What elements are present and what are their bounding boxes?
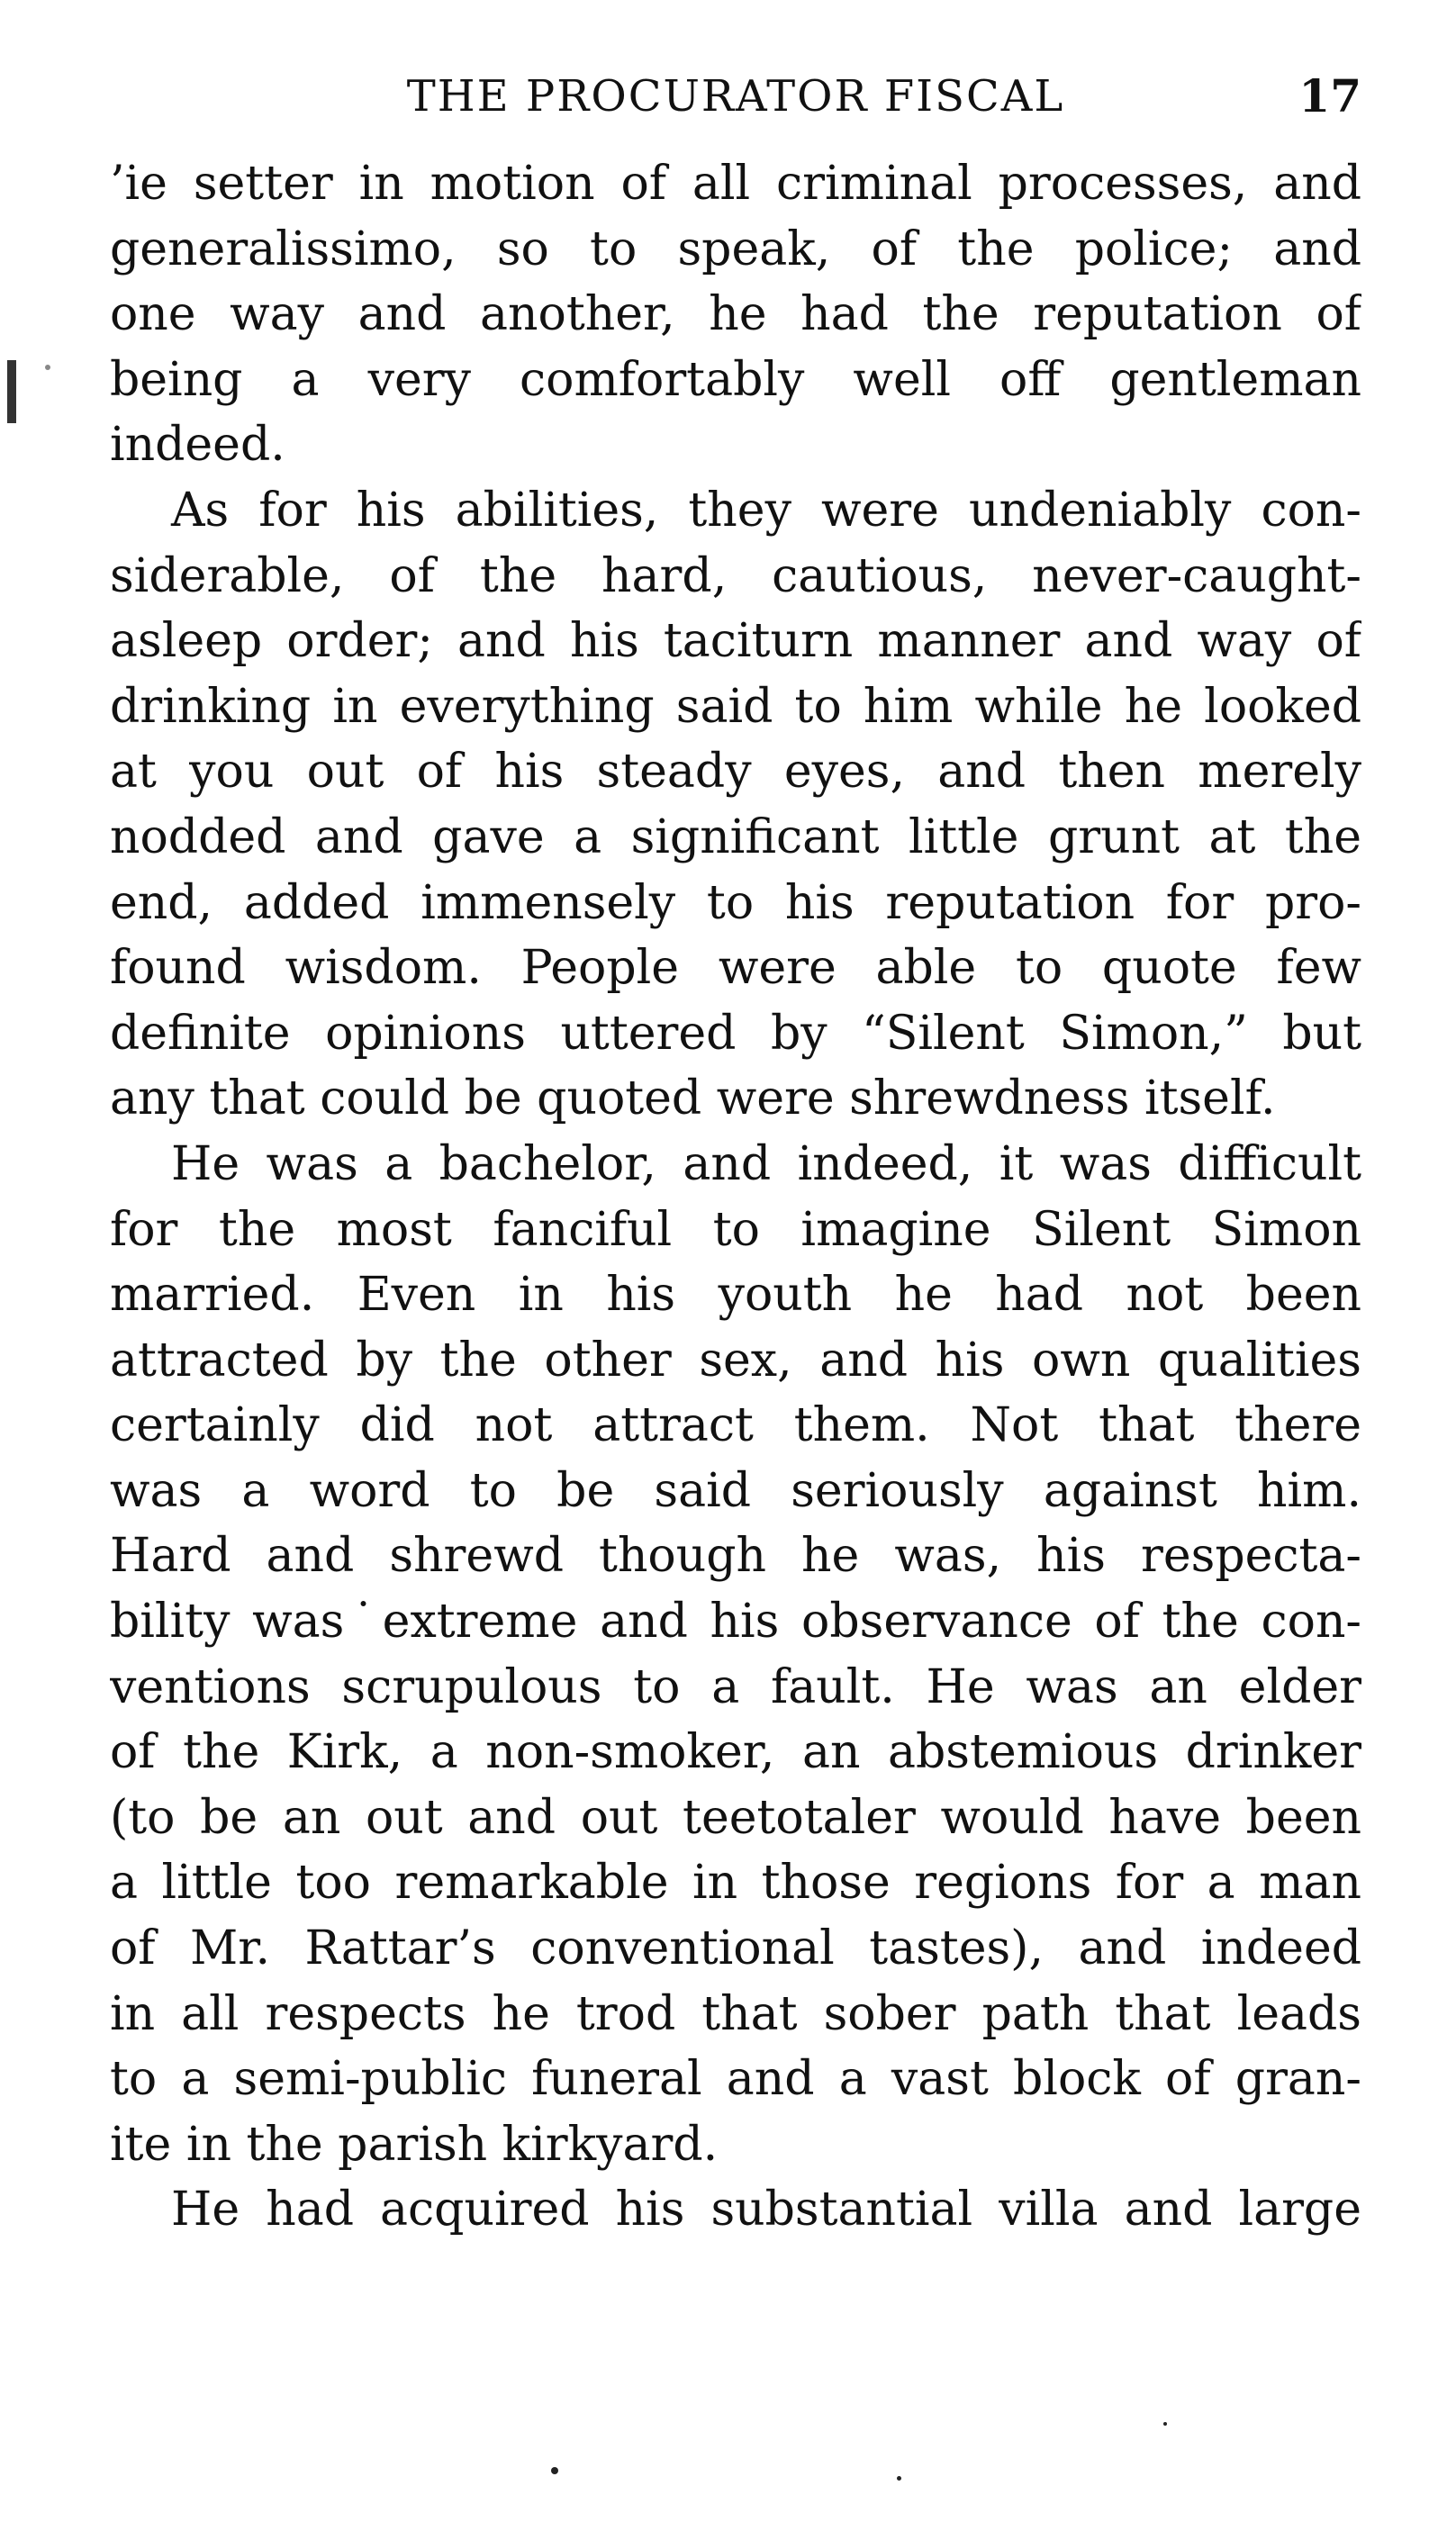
text-line: (to be an out and out teetotaler would have been [110, 1790, 1361, 1845]
text-line: in all respects he trod that sober path that leads [110, 1986, 1361, 2041]
text-line: found wisdom. People were able to quote few [110, 941, 1361, 996]
scan-speck [1163, 2422, 1167, 2426]
text-line: generalissimo, so to speak, of the police; and [110, 221, 1361, 276]
text-line: one way and another, he had the reputation of [110, 287, 1361, 342]
scan-speck [45, 365, 50, 370]
body-text [110, 151, 1361, 2243]
text-line: attracted by the other sex, and his own qualities [110, 1333, 1361, 1388]
text-line: ’ie setter in motion of all criminal processes, and [110, 157, 1361, 211]
paragraph-2 [110, 478, 1361, 1132]
text-line: indeed. [110, 418, 285, 473]
scan-speck [897, 2476, 901, 2481]
text-line: a little too remarkable in those regions for a man [110, 1856, 1361, 1911]
running-head [110, 65, 1361, 128]
text-line: bility was˙extreme and his observance of the con- [110, 1595, 1361, 1650]
text-line: at you out of his steady eyes, and then merely [110, 745, 1361, 800]
text-line: married. Even in his youth he had not been [110, 1268, 1361, 1323]
text-line: was a word to be said seriously against him. [110, 1463, 1361, 1518]
text-line: He had acquired his substantial villa and large [171, 2183, 1361, 2237]
text-line: asleep order; and his taciturn manner and way of [110, 614, 1361, 669]
text-line: any that could be quoted were shrewdness itself. [110, 1071, 1276, 1126]
paragraph-1 [110, 151, 1361, 478]
text-line: of Mr. Rattar’s conventional tastes), and indeed [110, 1921, 1361, 1976]
scan-mark [7, 360, 16, 423]
text-line: drinking in everything said to him while he looked [110, 679, 1361, 734]
paragraph-4 [110, 2177, 1361, 2243]
text-line: to a semi-public funeral and a vast block of gran- [110, 2052, 1361, 2107]
text-line: nodded and gave a significant little grunt at the [110, 809, 1361, 864]
text-line: certainly did not attract them. Not that there [110, 1398, 1361, 1453]
text-line: As for his abilities, they were undeniably con- [171, 483, 1361, 538]
scan-speck [551, 2467, 558, 2474]
text-line: of the Kirk, a non-smoker, an abstemious drinker [110, 1725, 1361, 1780]
text-line: Hard and shrewd though he was, his respecta- [110, 1529, 1361, 1584]
paragraph-3 [110, 1132, 1361, 2178]
text-line: He was a bachelor, and indeed, it was difficult [171, 1136, 1361, 1191]
page-number: 17 [1298, 69, 1361, 122]
running-title: THE PROCURATOR FISCAL [406, 71, 1065, 122]
text-line: being a very comfortably well off gentleman [110, 352, 1361, 407]
text-line: for the most fanciful to imagine Silent Simon [110, 1202, 1361, 1257]
text-line: ite in the parish kirkyard. [110, 2117, 719, 2172]
text-line: end, added immensely to his reputation for pro- [110, 875, 1361, 930]
text-line: ventions scrupulous to a fault. He was an elder [110, 1659, 1361, 1714]
text-line: definite opinions uttered by “Silent Simon,” but [110, 1006, 1361, 1061]
text-line: siderable, of the hard, cautious, never-caught- [110, 548, 1361, 603]
